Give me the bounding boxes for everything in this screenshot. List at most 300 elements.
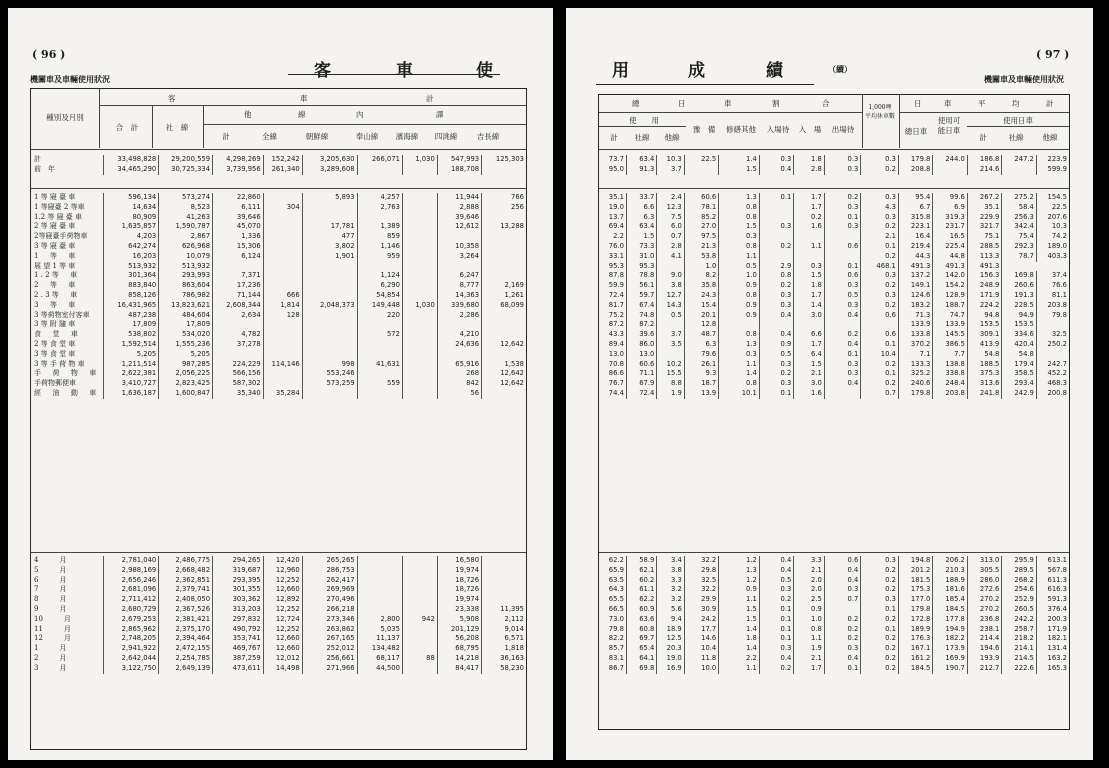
- table-cell: 263,862: [302, 625, 357, 635]
- section-divider: [599, 552, 1069, 553]
- table-cell: 766: [482, 193, 526, 203]
- table-cell: 87.2: [608, 320, 624, 329]
- table-row: [30, 369, 526, 379]
- table-cell: 193.9: [967, 654, 1002, 664]
- table-cell: 0.7: [861, 389, 899, 399]
- table-cell: [302, 281, 357, 291]
- table-cell: 74.7: [933, 311, 968, 321]
- table-cell: [402, 664, 437, 674]
- table-cell: 0.6: [824, 556, 861, 566]
- table-cell: 18.9: [657, 625, 684, 635]
- table-cell: 12,660: [263, 644, 302, 654]
- table-cell: 0.3: [861, 193, 899, 203]
- table-cell: 219.4: [898, 242, 933, 252]
- table-cell: 18.7: [684, 379, 719, 389]
- table-cell: [437, 262, 481, 272]
- table-cell: 252,012: [302, 644, 357, 654]
- table-cell: 261,340: [263, 165, 302, 175]
- header-sub: 全線: [262, 132, 277, 141]
- table-cell: 20.1: [684, 311, 719, 321]
- table-cell: [657, 350, 684, 360]
- table-cell: 189.9: [898, 625, 933, 635]
- header-group: 平: [978, 99, 986, 108]
- table-cell: [302, 330, 357, 340]
- table-cell: 403.3: [1036, 252, 1069, 262]
- header-line: 社 線: [165, 123, 189, 132]
- table-cell: 45,070: [213, 222, 264, 232]
- table-cell: 2.2: [719, 654, 760, 664]
- table-row: [599, 566, 1069, 576]
- table-cell: 611.3: [1036, 576, 1069, 586]
- row-label: 1 . 2 等 車: [34, 271, 78, 280]
- table-cell: [302, 262, 357, 272]
- table-cell: 39,646: [213, 213, 264, 223]
- table-cell: 0.3: [759, 360, 794, 370]
- table-cell: 0.2: [759, 281, 794, 291]
- table-cell: 271,966: [302, 664, 357, 674]
- table-cell: [263, 350, 302, 360]
- table-cell: 61.1: [626, 585, 656, 595]
- table-cell: 3,264: [437, 252, 481, 262]
- table-cell: 224.2: [967, 301, 1002, 311]
- table-cell: 3.7: [657, 165, 684, 175]
- table-cell: 260.6: [1002, 281, 1037, 291]
- table-row: [30, 615, 526, 625]
- table-cell: 2,888: [437, 203, 481, 213]
- header-total-day: 總日車: [904, 127, 928, 136]
- table-cell: 2,286: [437, 311, 481, 321]
- table-cell: 256: [482, 203, 526, 213]
- table-cell: 35,284: [263, 389, 302, 399]
- table-cell: 1.3: [719, 193, 760, 203]
- table-cell: 176.3: [898, 634, 933, 644]
- table-cell: 0.3: [861, 155, 899, 165]
- table-cell: 1,389: [357, 222, 402, 232]
- table-cell: 29.9: [684, 595, 719, 605]
- table-cell: 0.2: [861, 664, 899, 674]
- table-cell: 71.1: [626, 369, 656, 379]
- table-row: [30, 644, 526, 654]
- table-cell: 0.1: [759, 605, 794, 615]
- table-cell: 538,802: [104, 330, 159, 340]
- table-cell: 71,144: [213, 291, 264, 301]
- table-cell: 188.7: [933, 301, 968, 311]
- table-cell: [861, 320, 899, 330]
- table-cell: 8,523: [159, 203, 213, 213]
- row-label: 3 等 寢 臺 車: [34, 241, 76, 250]
- header-divider: [967, 126, 1069, 127]
- table-cell: [302, 213, 357, 223]
- table-cell: 0.4: [824, 576, 861, 586]
- table-cell: 74.8: [626, 311, 656, 321]
- table-cell: [824, 320, 861, 330]
- table-cell: 0.4: [824, 311, 861, 321]
- table-cell: 203.8: [933, 389, 968, 399]
- table-row: [30, 340, 526, 350]
- table-cell: 231.7: [933, 222, 968, 232]
- table-row: [30, 664, 526, 674]
- table-cell: 14.6: [684, 634, 719, 644]
- table-cell: 37,278: [213, 340, 264, 350]
- table-cell: 20.3: [657, 644, 684, 654]
- table-cell: [482, 165, 526, 175]
- table-cell: [759, 320, 794, 330]
- table-cell: 56,208: [437, 634, 481, 644]
- table-cell: 177.8: [933, 615, 968, 625]
- table-cell: 76.7: [608, 379, 624, 388]
- table-cell: 2,362,851: [159, 576, 213, 586]
- table-cell: 553,246: [302, 369, 357, 379]
- table-row: [599, 360, 1069, 370]
- table-cell: 0.9: [719, 301, 760, 311]
- table-cell: [302, 340, 357, 350]
- table-cell: 256,661: [302, 654, 357, 664]
- table-cell: 76.6: [1036, 281, 1069, 291]
- table-row: [30, 605, 526, 615]
- table-cell: [402, 252, 437, 262]
- table-cell: [263, 330, 302, 340]
- table-cell: 0.2: [861, 165, 899, 175]
- row-label: 3 等 附 隨 車: [34, 320, 76, 329]
- table-cell: 293.4: [1002, 379, 1037, 389]
- table-row: [599, 165, 1069, 175]
- table-cell: 0.5: [759, 576, 794, 586]
- table-cell: 7.5: [657, 213, 684, 223]
- table-cell: [402, 634, 437, 644]
- table-row: [30, 360, 526, 370]
- table-cell: [759, 232, 794, 242]
- table-cell: 0.6: [861, 311, 899, 321]
- table-cell: 1.1: [719, 360, 760, 370]
- header-group: 客: [168, 94, 176, 103]
- table-cell: 69.4: [608, 222, 624, 231]
- table-cell: 0.8: [719, 203, 760, 213]
- table-cell: 200.8: [1036, 389, 1069, 399]
- table-cell: 4,203: [104, 232, 159, 242]
- table-cell: 63.6: [626, 615, 656, 625]
- table-cell: 3,410,727: [104, 379, 159, 389]
- table-cell: 18,726: [437, 576, 481, 586]
- row-label: 經 油 動 車: [34, 388, 97, 397]
- table-cell: 305.5: [967, 566, 1002, 576]
- table-cell: 1.1: [794, 242, 824, 252]
- table-cell: 152,242: [263, 155, 302, 165]
- row-label: 手荷物郵便車: [34, 379, 76, 388]
- table-cell: [402, 389, 437, 399]
- table-cell: 3.2: [657, 595, 684, 605]
- table-cell: [482, 252, 526, 262]
- table-cell: 220: [357, 311, 402, 321]
- table-cell: 2,472,155: [159, 644, 213, 654]
- table-cell: 2,941,922: [104, 644, 159, 654]
- table-cell: 95.0: [608, 164, 624, 173]
- row-label: 3 等 食 堂 車: [34, 349, 76, 358]
- table-cell: 240.6: [898, 379, 933, 389]
- table-cell: 0.8: [719, 242, 760, 252]
- table-cell: [402, 350, 437, 360]
- table-cell: 491.3: [967, 262, 1002, 272]
- title-rule: [288, 74, 500, 75]
- table-cell: [437, 232, 481, 242]
- table-cell: 513,932: [159, 262, 213, 272]
- table-cell: 0.6: [861, 330, 899, 340]
- table-cell: 2.4: [657, 193, 684, 203]
- header-divider: [99, 89, 100, 148]
- table-cell: 68,099: [482, 301, 526, 311]
- row-label: 3 等 手 荷 物 車: [34, 359, 85, 368]
- table-cell: 24.3: [684, 291, 719, 301]
- table-cell: [402, 360, 437, 370]
- table-cell: 0.3: [759, 291, 794, 301]
- table-cell: 1.7: [794, 664, 824, 674]
- table-cell: 2,254,785: [159, 654, 213, 664]
- table-cell: 78.7: [1002, 252, 1037, 262]
- table-cell: 266,218: [302, 605, 357, 615]
- table-cell: 11,137: [357, 634, 402, 644]
- table-cell: 128.9: [933, 291, 968, 301]
- table-row: [30, 389, 526, 399]
- table-cell: 0.2: [759, 664, 794, 674]
- table-cell: [357, 605, 402, 615]
- table-cell: 0.1: [759, 615, 794, 625]
- table-cell: 13.0: [608, 349, 624, 358]
- table-cell: 149.1: [898, 281, 933, 291]
- header-sub: 他線: [1042, 133, 1058, 142]
- table-cell: 153.5: [1002, 320, 1037, 330]
- table-cell: 12.8: [684, 320, 719, 330]
- table-cell: [657, 262, 684, 272]
- table-cell: 484,604: [159, 311, 213, 321]
- table-cell: 75.2: [608, 310, 624, 319]
- table-cell: 0.1: [759, 193, 794, 203]
- row-label: 7 月: [34, 585, 67, 594]
- header-group: 割: [772, 99, 780, 108]
- table-cell: [402, 605, 437, 615]
- table-cell: 14,363: [437, 291, 481, 301]
- right-page: [566, 8, 1093, 760]
- table-cell: 21.3: [684, 242, 719, 252]
- table-cell: 1.3: [719, 340, 760, 350]
- table-cell: 169.8: [1002, 271, 1037, 281]
- header-row-label: 種別及月別: [46, 113, 84, 122]
- table-row: [30, 320, 526, 330]
- table-cell: 0.2: [861, 566, 899, 576]
- table-cell: 4,257: [357, 193, 402, 203]
- table-cell: 134,482: [357, 644, 402, 654]
- table-cell: 156.3: [967, 271, 1002, 281]
- table-cell: 613.1: [1036, 556, 1069, 566]
- table-cell: 4,210: [437, 330, 481, 340]
- table-row: [30, 193, 526, 203]
- table-cell: 591.3: [1036, 595, 1069, 605]
- table-cell: 487,238: [104, 311, 159, 321]
- table-cell: 473,611: [213, 664, 264, 674]
- table-row: [599, 311, 1069, 321]
- table-row: [30, 165, 526, 175]
- table-cell: 4,298,269: [213, 155, 264, 165]
- table-cell: 16.5: [933, 232, 968, 242]
- table-cell: 214.6: [967, 165, 1002, 175]
- table-cell: 14.3: [657, 301, 684, 311]
- table-cell: 534,020: [159, 330, 213, 340]
- table-cell: 0.1: [759, 634, 794, 644]
- table-row: [599, 634, 1069, 644]
- table-cell: 2,867: [159, 232, 213, 242]
- table-cell: [402, 262, 437, 272]
- table-cell: 228.5: [1002, 301, 1037, 311]
- table-cell: 5,893: [302, 193, 357, 203]
- table-row: [30, 576, 526, 586]
- table-cell: [263, 213, 302, 223]
- table-cell: 72.4: [608, 290, 624, 299]
- table-cell: 188.5: [967, 360, 1002, 370]
- table-cell: 270.2: [967, 595, 1002, 605]
- table-cell: 2,763: [357, 203, 402, 213]
- table-cell: 596,134: [104, 193, 159, 203]
- table-cell: 1.8: [719, 634, 760, 644]
- table-cell: 125,303: [482, 155, 526, 165]
- table-cell: [357, 262, 402, 272]
- table-cell: 863,604: [159, 281, 213, 291]
- table-cell: 1,030: [402, 155, 437, 165]
- table-cell: 184.5: [898, 664, 933, 674]
- table-cell: [263, 252, 302, 262]
- table-row: [30, 311, 526, 321]
- table-cell: 172.8: [898, 615, 933, 625]
- table-cell: 0.3: [824, 222, 861, 232]
- header-col: 入 場: [798, 125, 822, 134]
- table-cell: 149,448: [357, 301, 402, 311]
- table-cell: 225.4: [933, 242, 968, 252]
- table-cell: 69.7: [626, 634, 656, 644]
- table-cell: 31.0: [626, 252, 656, 262]
- table-cell: [302, 320, 357, 330]
- table-cell: 79.6: [684, 350, 719, 360]
- table-cell: [357, 320, 402, 330]
- table-cell: 1.8: [794, 281, 824, 291]
- table-row: [599, 654, 1069, 664]
- table-cell: 587,302: [213, 379, 264, 389]
- table-row: [30, 350, 526, 360]
- table-cell: [402, 379, 437, 389]
- table-cell: [1036, 350, 1069, 360]
- table-cell: 2.5: [794, 595, 824, 605]
- table-row: [599, 301, 1069, 311]
- table-cell: 387,259: [213, 654, 264, 664]
- row-label: 1.2 等 寢 臺 車: [34, 212, 83, 221]
- table-cell: 85.7: [608, 644, 624, 653]
- table-cell: 154.2: [933, 281, 968, 291]
- table-cell: [794, 252, 824, 262]
- table-cell: [263, 222, 302, 232]
- table-row: [599, 556, 1069, 566]
- row-label: 前 年: [34, 164, 55, 173]
- table-cell: 0.1: [824, 262, 861, 272]
- table-cell: 0.4: [759, 311, 794, 321]
- table-cell: [357, 165, 402, 175]
- table-row: [30, 213, 526, 223]
- table-cell: 0.4: [824, 566, 861, 576]
- table-cell: 12,960: [263, 566, 302, 576]
- table-cell: 1.4: [719, 369, 760, 379]
- table-cell: 477: [302, 232, 357, 242]
- table-cell: 201.2: [898, 566, 933, 576]
- table-cell: 5,908: [437, 615, 481, 625]
- row-label: 9 月: [34, 604, 67, 613]
- table-cell: [357, 585, 402, 595]
- table-cell: 65.9: [608, 565, 624, 574]
- section-divider: [30, 188, 526, 189]
- table-row: [599, 242, 1069, 252]
- table-cell: [402, 369, 437, 379]
- table-cell: 0.1: [824, 350, 861, 360]
- table-cell: 1.5: [794, 360, 824, 370]
- table-cell: 32.5: [684, 576, 719, 586]
- table-cell: 2,679,253: [104, 615, 159, 625]
- table-cell: 6.3: [626, 213, 656, 223]
- table-cell: [1036, 320, 1069, 330]
- table-cell: 60.6: [626, 360, 656, 370]
- table-cell: 3.2: [657, 585, 684, 595]
- table-cell: 0.2: [861, 252, 899, 262]
- table-cell: 14,218: [437, 654, 481, 664]
- table-cell: 62.2: [608, 556, 624, 564]
- header-other: 內: [356, 110, 364, 119]
- table-cell: 1.0: [684, 262, 719, 272]
- table-cell: 256.3: [1002, 213, 1037, 223]
- table-cell: 78.8: [626, 271, 656, 281]
- table-cell: [402, 320, 437, 330]
- table-cell: 0.3: [824, 165, 861, 175]
- table-cell: 0.9: [719, 585, 760, 595]
- row-label: 12 月: [34, 634, 71, 643]
- table-cell: [357, 389, 402, 399]
- table-cell: 248.4: [933, 379, 968, 389]
- header-group: 車: [724, 99, 732, 108]
- table-cell: [402, 291, 437, 301]
- table-row: [30, 222, 526, 232]
- table-cell: 0.8: [794, 625, 824, 635]
- title-char: 使: [476, 61, 493, 81]
- table-cell: 2,408,050: [159, 595, 213, 605]
- header-sub: 濱海線: [395, 132, 419, 141]
- table-cell: 12,420: [263, 556, 302, 566]
- row-label: 8 月: [34, 595, 67, 604]
- table-cell: [482, 350, 526, 360]
- table-row: [599, 585, 1069, 595]
- table-cell: 242.9: [1002, 389, 1037, 399]
- table-cell: 567.8: [1036, 566, 1069, 576]
- table-cell: 84,417: [437, 664, 481, 674]
- table-cell: 321.7: [967, 222, 1002, 232]
- table-cell: 572: [357, 330, 402, 340]
- table-cell: 1.6: [794, 222, 824, 232]
- table-cell: 6,111: [213, 203, 264, 213]
- table-cell: [482, 242, 526, 252]
- row-label: 10 月: [34, 614, 71, 623]
- table-cell: 2,649,139: [159, 664, 213, 674]
- table-cell: 258.7: [1002, 625, 1037, 635]
- table-cell: 469,767: [213, 644, 264, 654]
- table-cell: 154.5: [1036, 193, 1069, 203]
- table-cell: 10,358: [437, 242, 481, 252]
- table-cell: 16,203: [104, 252, 159, 262]
- table-cell: 1,261: [482, 291, 526, 301]
- table-cell: 858,126: [104, 291, 159, 301]
- table-cell: [402, 311, 437, 321]
- table-cell: 17.7: [684, 625, 719, 635]
- table-cell: 44.8: [933, 252, 968, 262]
